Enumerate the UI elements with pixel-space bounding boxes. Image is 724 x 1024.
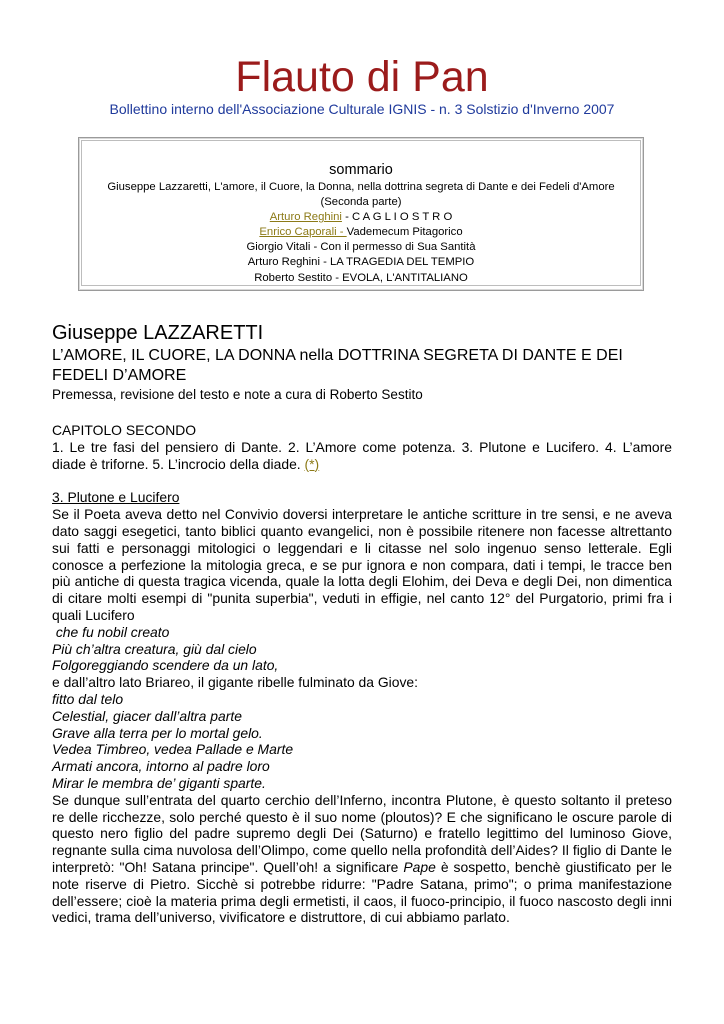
verse-line: Più ch’altra creatura, giù dal cielo [52,640,257,657]
summary-item-caporali [82,225,640,240]
bulletin-title: Flauto di Pan [235,53,489,101]
summary-item-reghini-tempio: Arturo Reghini - LA TRAGEDIA DEL TEMPIO [247,256,475,269]
verse-line: Celestial, giacer dall’altra parte [52,707,242,724]
verse-line: Grave alla terra per lo mortal gelo. [52,724,263,741]
paragraph-2-a: Se dunque sull’entrata del quarto cerchio dell’Inferno, incontra Plutone, è questo soltanto il preteso re delle ricchezze, solo perché questo è il suo nome (ploutos)? E che significano le oscure parole di questo nero figlio del padre supremo degli Dei (Saturno) e fratello legittimo del luminoso Giove, regnante sulla cima nuvolosa dell’Olimpo, come quello nella profondità dell’Aides? Il figlio di Dante le interpretò: "Oh! Satana principe". Quell’oh! a significare [52,791,672,875]
bulletin-subtitle: Bollettino interno dell'Associazione Culturale IGNIS - n. 3 Solstizio d'Inverno 2007 [109,101,615,117]
paragraph-2-b: è sospetto, benchè giustificato per le note riserve di Pietro. Sicchè si potrebbe ridurre: "Padre Satana, primo"; o prima manifestazione dell’essere; cioè la materia prima degli ermetisti, il caos, il fuoco-principio, il fuoco nascosto degli inni vedici, trama dell’universo, vivificatore e distruttore, di cui abbiamo parlato. [52,858,673,926]
section-title: 3. Plutone e Lucifero [52,489,180,506]
verse-line: Mirar le membra de’ giganti sparte. [52,774,266,791]
article-title-line2: FEDELI D’AMORE [52,367,187,384]
summary-item-reghini-cagliostro [82,210,640,225]
summary-item-lazzaretti: Giuseppe Lazzaretti, L'amore, il Cuore, la Donna, nella dottrina segreta di Dante e dei Fedeli d'Amore [107,181,615,193]
article [52,320,672,926]
chapter-heading: CAPITOLO SECONDO [52,422,197,438]
summary-box [78,137,644,291]
article-credit: Premessa, revisione del testo e note a cura di Roberto Sestito [52,387,423,402]
note-link[interactable]: (*) [304,455,320,472]
paragraph-2 [52,792,672,926]
summary-item-vitali: Giorgio Vitali - Con il permesso di Sua Santità [246,241,476,254]
verse-line: fitto dal telo [52,690,124,707]
summary-item-sestito: Roberto Sestito - EVOLA, L'ANTITALIANO [254,271,468,284]
bridge-line: e dall’altro lato Briareo, il gigante ribelle fulminato da Giove: [52,674,418,691]
verse-line: Vedea Timbreo, vedea Pallade e Marte [52,741,294,758]
verse-line: Folgoreggiando scendere da un lato, [52,657,279,674]
verse-block-2 [52,691,672,792]
reghini-link[interactable]: Arturo Reghini [269,211,342,224]
verse-line: che fu nobil creato [52,623,170,640]
article-author: Giuseppe LAZZARETTI [52,322,264,344]
chapter-contents [52,439,672,473]
summary-inner [81,140,641,286]
caporali-title: Vademecum Pitagorico [346,226,463,239]
paragraph-2-italic: Pape [403,858,436,875]
chapter-contents-text: 1. Le tre fasi del pensiero di Dante. 2. L’Amore come potenza. 3. Plutone e Lucifero. 4. L’amore diade è triforne. 5. L’incrocio della diade. [52,438,672,472]
verse-line: Armati ancora, intorno al padre loro [52,758,270,775]
verse-block-1 [52,624,672,674]
reghini-title: - C A G L I O S T R O [341,211,453,224]
paragraph-1: Se il Poeta aveva detto nel Convivio doversi interpretare le antiche scritture in tre sensi, e ne aveva dato saggi esegetici, tanto biblici quanto evangelici, non è possibile ritenere non facesse altrettanto sui fatti e personaggi mitologici o leggendari e li citasse nel solo ingenuo senso letterale. Egli conosce a perfezione la mitologia greca, e se pur ignora e non compara, dati i tempi, le tracce ben più antiche di questa tragica vicenda, quale la lotta degli Elohim, dei Deva e degli Dei, non dimentica di citare molti esempi di "punita superbia", veduti in effigie, nel canto 12° del Purgatorio, primi fra i quali Lucifero [52,506,672,623]
summary-heading: sommario [329,162,393,178]
summary-item-lazzaretti-part: (Seconda parte) [320,196,402,209]
caporali-link[interactable]: Enrico Caporali - [259,226,347,239]
article-title-line1: L’AMORE, IL CUORE, LA DONNA nella DOTTRINA SEGRETA DI DANTE E DEI [52,347,623,364]
